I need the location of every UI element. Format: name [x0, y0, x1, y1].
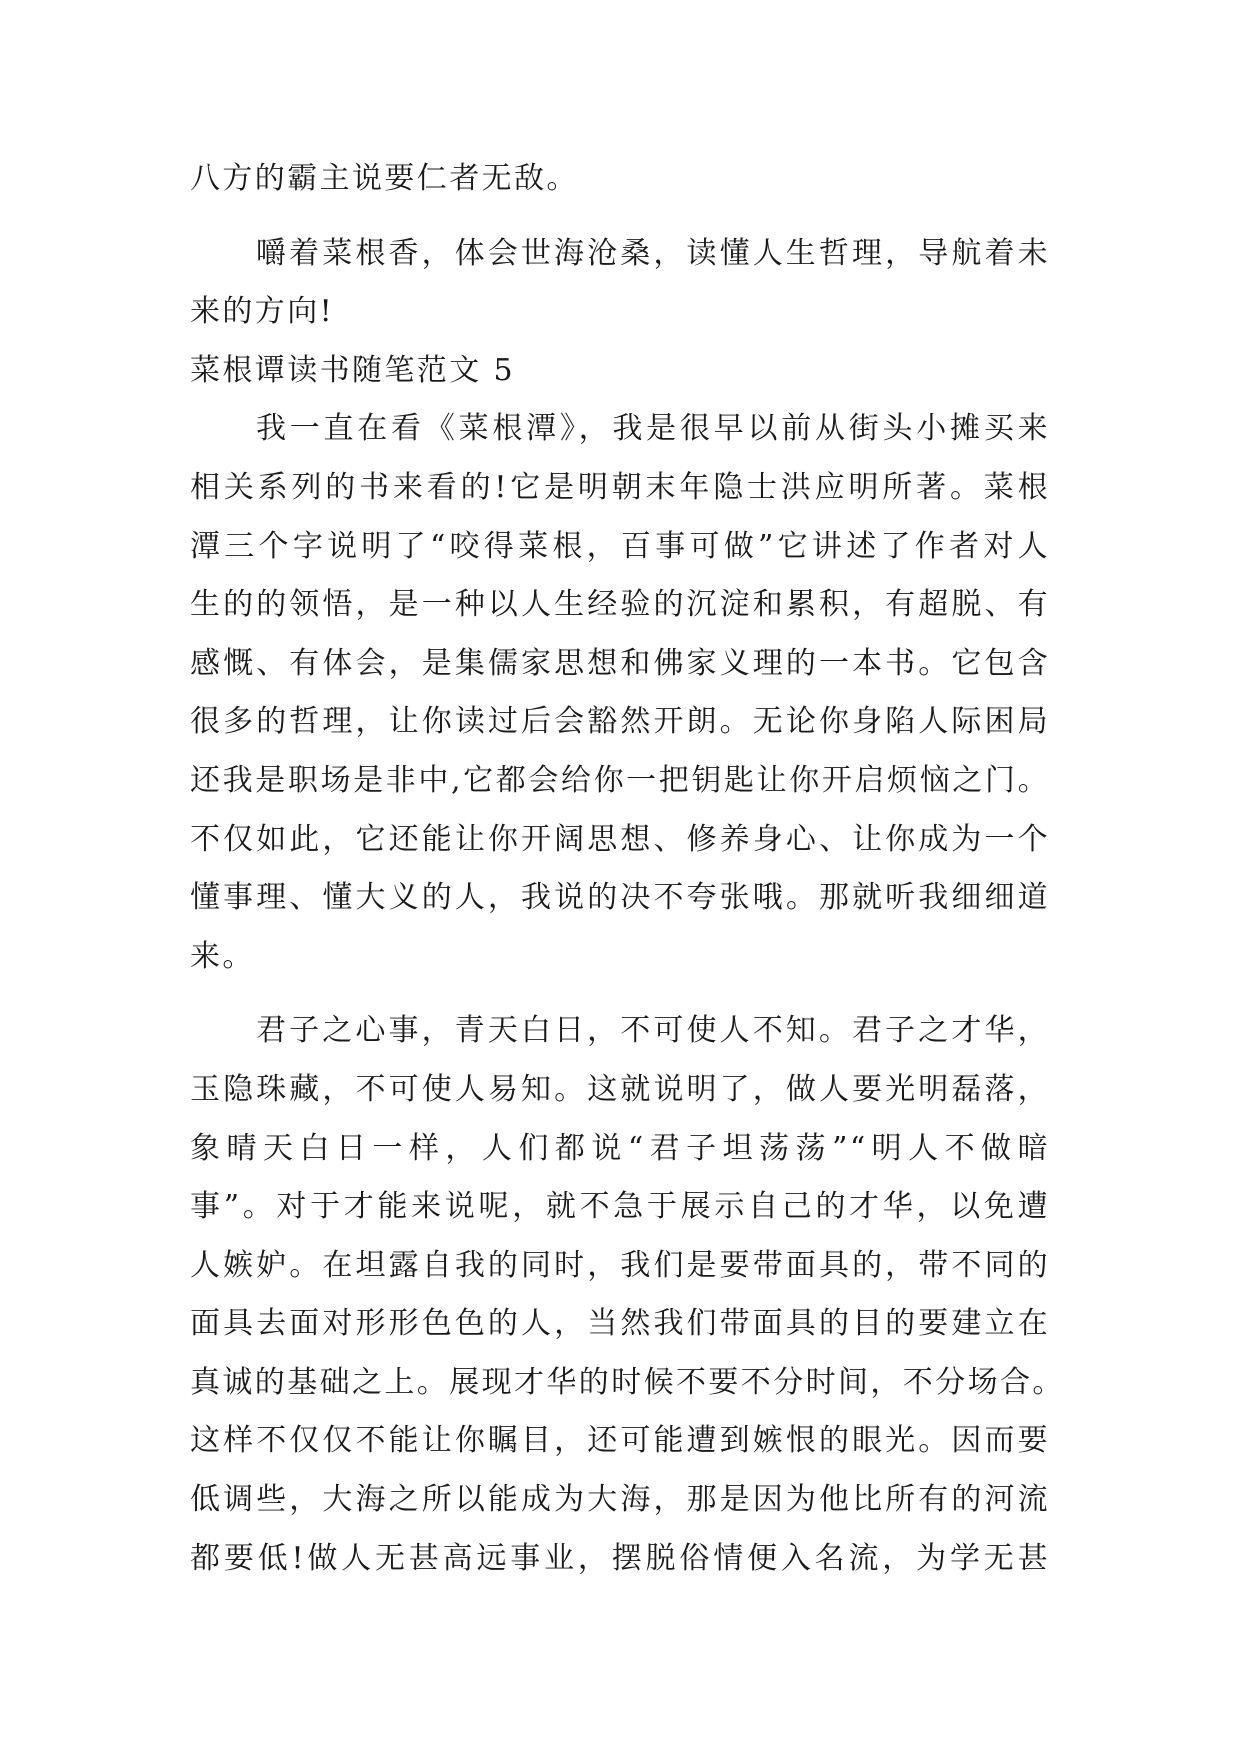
- text-line: 来的方向!: [190, 294, 335, 330]
- text-line: 懂事理、懂大义的人，我说的决不夸张哦。那就听我细细道: [190, 880, 1050, 916]
- text-line: 人嫉妒。在坦露自我的同时，我们是要带面具的，带不同的: [190, 1247, 1050, 1283]
- text-line: 很多的哲理，让你读过后会豁然开朗。无论你身陷人际困局: [190, 704, 1050, 740]
- text-line: 事”。对于才能来说呢，就不急于展示自己的才华，以免遭: [190, 1189, 1050, 1225]
- text-line: 相关系列的书来看的!它是明朝末年隐士洪应明所著。菜根: [190, 469, 1050, 505]
- text-line: 我一直在看《菜根潭》，我是很早以前从街头小摊买来: [256, 411, 1050, 447]
- paragraph-1: [190, 150, 1050, 209]
- text-line: 不仅如此，它还能让你开阔思想、修养身心、让你成为一个: [190, 821, 1050, 857]
- document-page: [190, 150, 1065, 1588]
- paragraph-4: [190, 1002, 1065, 1588]
- text-line: 象晴天白日一样，人们都说“君子坦荡荡”“明人不做暗: [190, 1130, 1050, 1166]
- text-line: 真诚的基础之上。展现才华的时候不要不分时间，不分场合。: [190, 1364, 1065, 1400]
- paragraph-gap: [190, 986, 1050, 1002]
- text-line: 嚼着菜根香，体会世海沧桑，读懂人生哲理，导航着未: [256, 235, 1050, 271]
- section-heading: 菜根谭读书随笔范文 5: [190, 352, 516, 388]
- text-line: 这样不仅仅不能让你瞩目，还可能遭到嫉恨的眼光。因而要: [190, 1423, 1050, 1459]
- text-line: 生的的领悟，是一种以人生经验的沉淀和累积，有超脱、有: [190, 587, 1050, 623]
- text-line: 君子之心事，青天白日，不可使人不知。君子之才华，: [256, 1013, 1050, 1049]
- text-line: 来。: [190, 938, 255, 974]
- paragraph-3: [190, 400, 1050, 986]
- text-line: 还我是职场是非中,它都会给你一把钥匙让你开启烦恼之门。: [190, 762, 1050, 798]
- text-line: 潭三个字说明了“咬得菜根，百事可做”它讲述了作者对人: [190, 528, 1050, 564]
- text-line: 玉隐珠藏，不可使人易知。这就说明了，做人要光明磊落，: [190, 1071, 1050, 1107]
- text-line: 面具去面对形形色色的人，当然我们带面具的目的要建立在: [190, 1306, 1050, 1342]
- text-line: 低调些，大海之所以能成为大海，那是因为他比所有的河流: [190, 1482, 1050, 1518]
- text-line: 八方的霸主说要仁者无敌。: [190, 161, 579, 196]
- paragraph-gap: [190, 209, 1050, 225]
- text-line: 感慨、有体会，是集儒家思想和佛家义理的一本书。它包含: [190, 645, 1050, 681]
- text-line: 都要低!做人无甚高远事业，摆脱俗情便入名流，为学无甚: [190, 1540, 1050, 1576]
- paragraph-2: [190, 225, 1050, 342]
